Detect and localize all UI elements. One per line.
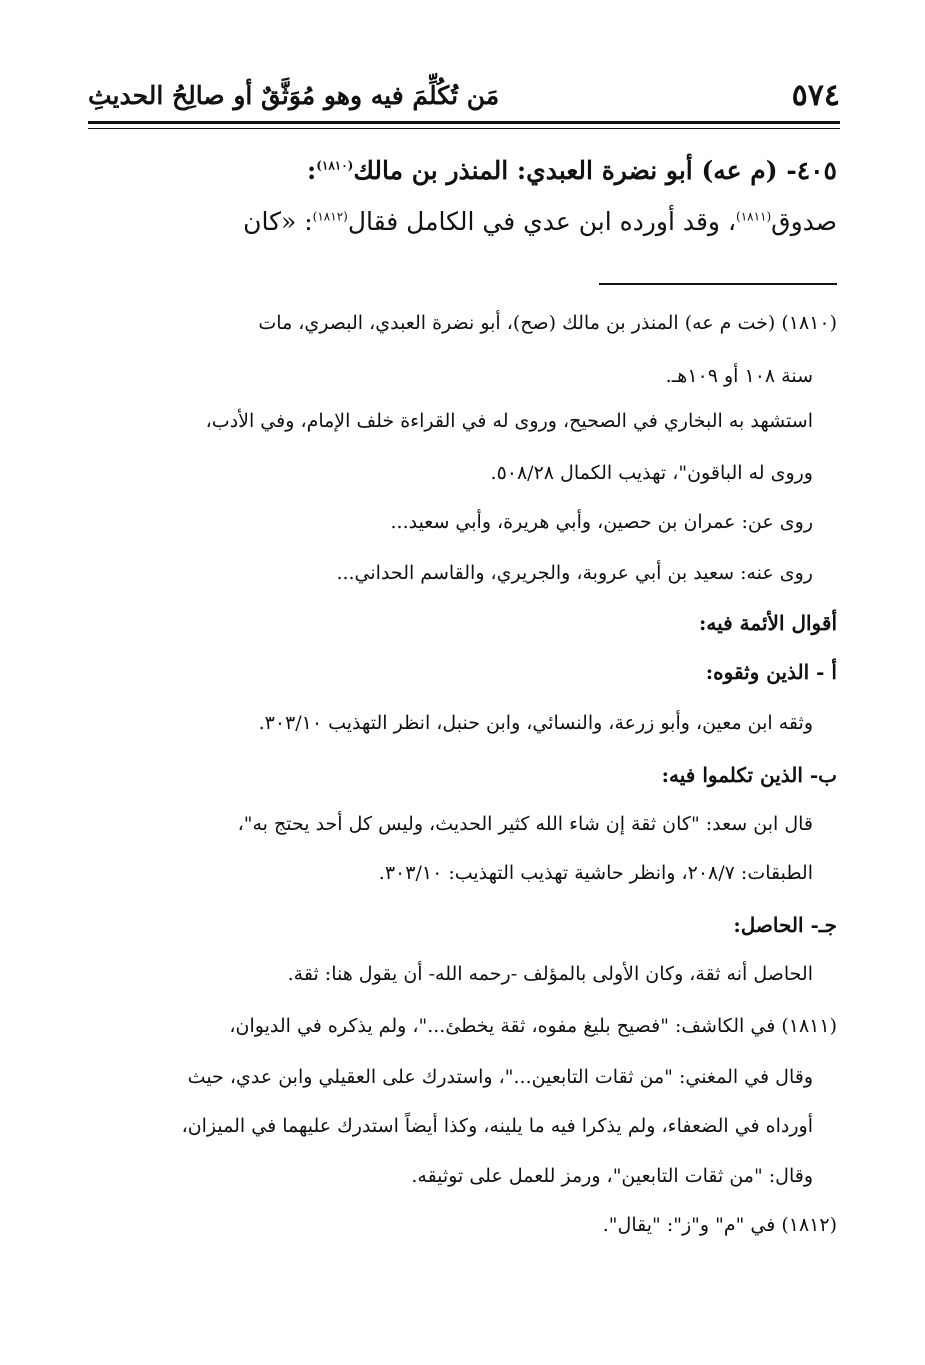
- page-number: ٥٧٤: [791, 77, 840, 113]
- footnote-ref-1810: (١٨١٠): [316, 158, 354, 173]
- footnote-line: (١٨١١) في الكاشف: "فصيح بليغ مفوه، ثقة يخطئ..."، ولم يذكره في الديوان،: [229, 1015, 837, 1037]
- footnote-line: (١٨١٠) (خت م عه) المنذر بن مالك (صح)، أبو نضرة العبدي، البصري، مات: [258, 312, 837, 334]
- footnote-line: روى عن: عمران بن حصين، وأبي هريرة، وأبي سعيد...: [390, 511, 813, 533]
- footnote-line: استشهد به البخاري في الصحيح، وروى له في القراءة خلف الإمام، وفي الأدب،: [205, 410, 813, 432]
- footnote-ref-1811: (١٨١١): [736, 209, 772, 224]
- footnote-subheading: أ - الذين وثقوه:: [705, 660, 837, 684]
- footnote-ref-1812: (١٨١٢): [312, 209, 348, 224]
- page-header: [88, 72, 840, 118]
- footnote-line: (١٨١٢) في "م" و"ز": "يقال".: [602, 1214, 837, 1236]
- entry-text: صدوق$^{(١٨١١)}$، وقد أورده ابن عدي في الكامل فقال$^{(١٨١٢)}$: «كان: [243, 207, 837, 236]
- footnote-line: وقال: "من ثقات التابعين"، ورمز للعمل على توثيقه.: [411, 1165, 813, 1187]
- footnote-line: سنة ١٠٨ أو ١٠٩هـ.: [665, 365, 813, 387]
- header-rule-thick: [88, 121, 840, 124]
- footnote-subheading: جـ- الحاصل:: [733, 913, 837, 937]
- footnote-line: روى عنه: سعيد بن أبي عروبة، والجريري، والقاسم الحداني...: [336, 562, 813, 584]
- footnote-line: وثقه ابن معين، وأبو زرعة، والنسائي، وابن حنبل، انظر التهذيب ٣٠٣/١٠.: [258, 712, 813, 734]
- entry-title: ٤٠٥- (م عه) أبو نضرة العبدي: المنذر بن مالك$^{(١٨١٠)}$:: [306, 156, 837, 185]
- footnote-separator: [599, 283, 837, 285]
- footnote-line: قال ابن سعد: "كان ثقة إن شاء الله كثير الحديث، وليس كل أحد يحتج به"،: [237, 813, 813, 835]
- footnote-subheading: ب- الذين تكلموا فيه:: [661, 763, 837, 787]
- footnote-line: وروى له الباقون"، تهذيب الكمال ٥٠٨/٢٨.: [490, 462, 813, 484]
- running-title: مَن تُكُلِّمَ فيه وهو مُوَثَّقٌ أو صالِحُ الحديثِ: [88, 80, 500, 110]
- footnote-line: وقال في المغني: "من ثقات التابعين..."، واستدرك على العقيلي وابن عدي، حيث: [187, 1066, 813, 1088]
- footnote-line: الحاصل أنه ثقة، وكان الأولى بالمؤلف -رحمه الله- أن يقول هنا: ثقة.: [287, 963, 813, 985]
- footnote-line: أورداه في الضعفاء، ولم يذكرا فيه ما يلينه، وكذا أيضاً استدرك عليهما في الميزان،: [181, 1115, 813, 1137]
- footnote-subheading: أقوال الأئمة فيه:: [699, 611, 837, 635]
- footnote-line: الطبقات: ٢٠٨/٧، وانظر حاشية تهذيب التهذيب: ٣٠٣/١٠.: [378, 862, 813, 884]
- header-rule-thin: [88, 128, 840, 129]
